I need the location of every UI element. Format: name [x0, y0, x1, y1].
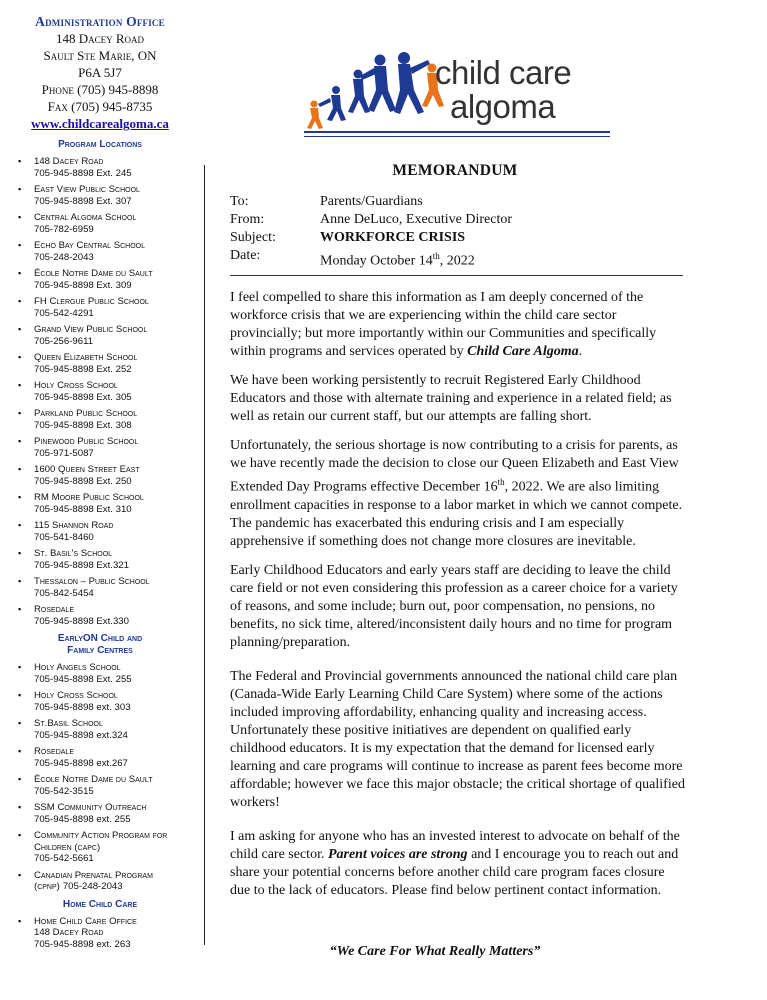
admin-office-block [0, 0, 200, 133]
memo-from-row [230, 211, 690, 229]
header-divider [230, 275, 683, 276]
logo-text-line1: child care [435, 54, 572, 91]
location-item [18, 916, 200, 951]
subject-value: WORKFORCE CRISIS [320, 230, 466, 245]
location-item [18, 436, 200, 459]
location-item [18, 240, 200, 263]
location-phone: 705-945-8898 Ext. 308 [34, 419, 132, 431]
date-superscript: th [432, 251, 440, 261]
memo-title: MEMORANDUM [392, 162, 518, 179]
location-phone: 705-945-8898 Ext.330 [34, 615, 129, 627]
bullet-icon: ▪ [18, 520, 22, 530]
date-label: Date: [230, 248, 261, 263]
location-name: Central Algoma School [34, 212, 137, 223]
paragraph-3-text: Unfortunately, the serious shortage is now contributing to a crisis for parents, as we have recently made the decision to close our Queen Elizabeth and East View Extended Day Programs effective December 16 [230, 438, 679, 495]
paragraph-6 [230, 828, 685, 900]
paragraph-4: Early Childhood Educators and early years staff are deciding to leave the child care field or not even considering this profession as a career choice for a variety of reasons, and some include; burn out, poor compensation, no pensions, no benefits, no sick time, altered/inconsistent daily hours and no time for program planning/preparation. [230, 562, 678, 650]
location-phone: 705-945-8898 Ext. 310 [34, 503, 132, 515]
memo-to-row [230, 193, 690, 211]
location-name: École Notre Dame du Sault [34, 774, 153, 785]
location-name: St. Basil's School [34, 548, 113, 559]
location-item [18, 380, 200, 403]
location-name: Holy Cross School [34, 690, 118, 701]
admin-address-line1: 148 Dacey Road [55, 31, 145, 46]
paragraph-1 [230, 289, 685, 361]
location-phone: 705-971-5087 [34, 447, 94, 459]
paragraph-2: We have been working persistently to recruit Registered Early Childhood Educators and those with alternate training and experience in a related field; as well as retain our current staff, but our attempts are falling short. [230, 373, 672, 424]
to-label: To: [230, 194, 249, 209]
paragraph-3 [230, 437, 685, 551]
location-name: FH Clergue Public School [34, 296, 149, 307]
sidebar [0, 0, 200, 1000]
location-item [18, 774, 200, 797]
location-phone: 705-945-8898 Ext. 307 [34, 195, 132, 207]
location-name: Pinewood Public School [34, 436, 139, 447]
bullet-icon: ▪ [18, 408, 22, 418]
admin-address-line2: Sault Ste Marie, ON [43, 48, 157, 63]
location-name: Home Child Care Office [34, 915, 137, 927]
home-child-care-list [0, 916, 200, 951]
earlyon-heading-line2: Family Centres [67, 645, 133, 656]
location-item [18, 718, 200, 741]
logo-underline-thin [304, 136, 610, 137]
location-item [18, 352, 200, 375]
location-name: St.Basil School [34, 718, 103, 729]
bullet-icon: ▪ [18, 802, 22, 812]
location-item [18, 870, 200, 893]
location-phone: 705-248-2043 [62, 881, 123, 892]
location-item [18, 662, 200, 685]
location-name: Holy Angels School [34, 662, 121, 673]
bullet-icon: ▪ [18, 830, 22, 840]
location-phone: 705-248-2043 [34, 251, 94, 263]
location-phone: 705-542-5661 [34, 853, 94, 864]
bullet-icon: ▪ [18, 184, 22, 194]
from-value: Anne DeLuco, Executive Director [320, 212, 513, 227]
location-phone: 705-945-8898 Ext. 252 [34, 363, 132, 375]
location-item [18, 156, 200, 179]
admin-office-title: Administration Office [35, 14, 165, 29]
admin-phone: Phone (705) 945-8898 [41, 82, 159, 97]
bullet-icon: ▪ [18, 915, 22, 926]
bullet-icon: ▪ [18, 240, 22, 250]
bullet-icon: ▪ [18, 718, 22, 728]
sidebar-divider [204, 165, 205, 945]
bullet-icon: ▪ [18, 380, 22, 390]
bullet-icon: ▪ [18, 156, 22, 166]
location-name: SSM Community Outreach [34, 802, 147, 813]
memo-date-row [230, 247, 690, 271]
location-item [18, 802, 200, 825]
bullet-icon: ▪ [18, 576, 22, 586]
location-phone: 705-842-5454 [34, 587, 94, 599]
location-name: Thessalon – Public School [34, 576, 150, 587]
date-prefix: Monday October 14 [320, 253, 433, 269]
bullet-icon: ▪ [18, 774, 22, 784]
location-item [18, 184, 200, 207]
location-item [18, 324, 200, 347]
logo-underline [304, 131, 610, 133]
bullet-icon: ▪ [18, 604, 22, 614]
location-name: RM Moore Public School [34, 492, 144, 503]
memo-subject-row [230, 229, 690, 247]
logo-text-line2: algoma [450, 88, 556, 125]
location-name: Rosedale [34, 746, 74, 757]
from-label: From: [230, 212, 265, 227]
location-address: 148 Dacey Road [34, 927, 104, 938]
bullet-icon: ▪ [18, 464, 22, 474]
location-phone: 705-542-3515 [34, 785, 94, 797]
bullet-icon: ▪ [18, 869, 22, 880]
bullet-icon: ▪ [18, 662, 22, 672]
location-name: 115 Shannon Road [34, 520, 114, 531]
paragraph-6-end: and I encourage you to reach out and share your potential concerns before another child care program faces closure due to the lack of educators. Please find below pertinent contact information. [230, 846, 679, 898]
location-name: Rosedale [34, 604, 74, 615]
paragraph-5: The Federal and Provincial governments announced the national child care plan (Canada-Wide Early Learning Child Care System) where some of the actions included improving affordability, enhancing quality and increasing access. Unfortunately these positive initiatives are dependent on qualified early childhood educators. It is my expectation that the demand for licensed early learning and care programs will continue to increase as parent fees become more affordable; however we face this major obstacle; the critical shortage of qualified workers! [230, 668, 685, 810]
bullet-icon: ▪ [18, 492, 22, 502]
location-item [18, 408, 200, 431]
location-item [18, 604, 200, 627]
location-phone: 705-256-9611 [34, 335, 94, 347]
home-child-care-heading: Home Child Care [62, 898, 138, 910]
parent-voices-emphasis: Parent voices are strong [327, 846, 468, 862]
website-link[interactable]: www.childcarealgoma.ca [31, 116, 169, 131]
location-phone: 705-945-8898 Ext.321 [34, 559, 129, 571]
location-name: Echo Bay Central School [34, 240, 146, 251]
location-name: Parkland Public School [34, 408, 138, 419]
admin-postal-code: P6A 5J7 [78, 65, 122, 80]
date-value [320, 247, 690, 271]
location-name: 148 Dacey Road [34, 156, 104, 167]
location-name: Holy Cross School [34, 380, 118, 391]
bullet-icon: ▪ [18, 548, 22, 558]
bullet-icon: ▪ [18, 352, 22, 362]
location-item [18, 268, 200, 291]
location-phone: 705-541-8460 [34, 531, 94, 543]
bullet-icon: ▪ [18, 746, 22, 756]
subject-label: Subject: [230, 230, 276, 245]
location-phone: 705-542-4291 [34, 307, 94, 319]
location-name: East View Public School [34, 184, 140, 195]
location-name: Canadian Prenatal Program (cpnp) [34, 869, 153, 892]
location-item [18, 746, 200, 769]
location-item [18, 464, 200, 487]
location-item [18, 212, 200, 235]
location-item [18, 690, 200, 713]
program-locations-list [0, 156, 200, 627]
bullet-icon: ▪ [18, 296, 22, 306]
earlyon-heading [0, 633, 200, 657]
child-care-algoma-logo [300, 50, 610, 150]
bullet-icon: ▪ [18, 212, 22, 222]
memo-header [230, 193, 690, 271]
location-phone: 705-782-6959 [34, 223, 94, 235]
location-phone: 705-945-8898 Ext. 255 [34, 673, 132, 685]
location-name: 1600 Queen Street East [34, 464, 140, 475]
earlyon-heading-line1: EarlyON Child and [57, 633, 143, 644]
location-name: Community Action Program for Children (capc) [34, 830, 168, 853]
location-phone: 705-945-8898 ext. 303 [34, 701, 131, 713]
paragraph-3-superscript: th [497, 477, 505, 487]
location-name: École Notre Dame du Sault [34, 268, 153, 279]
tagline: “We Care For What Really Matters” [329, 944, 541, 959]
location-item [18, 296, 200, 319]
paragraph-3-end: , 2022. We are also limiting enrollment capacities in response to a labor market in which we cannot compete. The pandemic has exacerbated this enduring crisis and I am especially apprehensive if something does not change more closures are inevitable. [230, 479, 683, 549]
location-item [18, 520, 200, 543]
admin-fax: Fax (705) 945-8735 [47, 99, 153, 114]
location-phone: 705-945-8898 ext.324 [34, 729, 128, 741]
org-name-emphasis: Child Care Algoma [467, 344, 579, 359]
memo-body [230, 289, 685, 911]
location-item [18, 492, 200, 515]
bullet-icon: ▪ [18, 268, 22, 278]
location-phone: 705-945-8898 ext. 255 [34, 813, 131, 825]
earlyon-list [0, 662, 200, 893]
location-name: Queen Elizabeth School [34, 352, 138, 363]
to-value: Parents/Guardians [320, 194, 423, 209]
paragraph-6-text: I am asking for anyone who has an invested interest to advocate on behalf of the child care sector. [230, 828, 680, 862]
paragraph-1-end: . [578, 344, 583, 359]
location-phone: 705-945-8898 ext. 263 [34, 938, 131, 950]
location-phone: 705-945-8898 Ext. 245 [34, 167, 132, 179]
bullet-icon: ▪ [18, 690, 22, 700]
program-locations-heading: Program Locations [58, 139, 142, 150]
bullet-icon: ▪ [18, 324, 22, 334]
location-phone: 705-945-8898 ext.267 [34, 757, 128, 769]
location-item [18, 548, 200, 571]
location-item [18, 830, 200, 865]
location-phone: 705-945-8898 Ext. 250 [34, 475, 132, 487]
bullet-icon: ▪ [18, 436, 22, 446]
location-phone: 705-945-8898 Ext. 309 [34, 279, 132, 291]
location-name: Grand View Public School [34, 324, 148, 335]
paragraph-1-text: I feel compelled to share this information as I am deeply concerned of the workforce crisis that we are experiencing within the child care sector provincially; but more importantly within our Communities and specifically within programs and services operated by [230, 290, 657, 359]
date-suffix: , 2022 [439, 253, 475, 269]
location-phone: 705-945-8898 Ext. 305 [34, 391, 132, 403]
location-item [18, 576, 200, 599]
